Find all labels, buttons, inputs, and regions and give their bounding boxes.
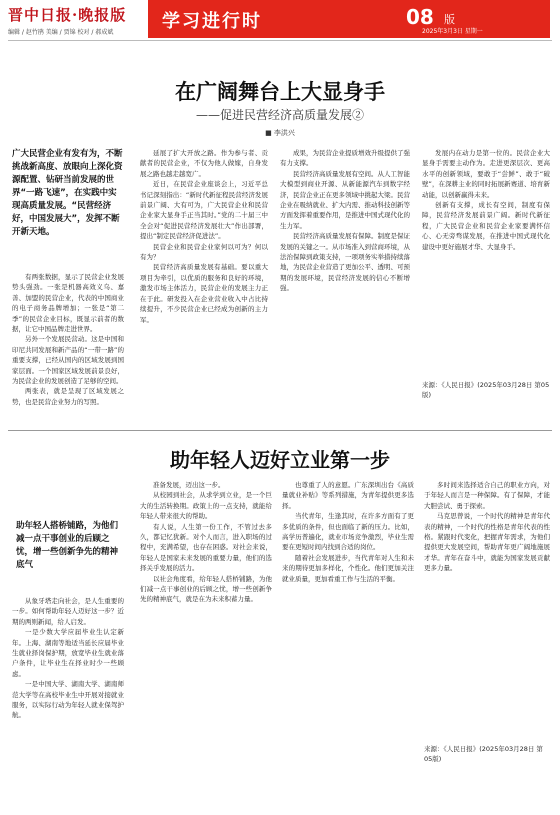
paragraph: 近日，在民营企业座谈会上，习近平总书记深刻指出：“新时代新征程民营经济发展前景广阔、大有可为，广大民营企业和民营企业家大显身手正当其时。”党的二十届三中全会对“促进民营经济发展壮大”作出部署，提出“制定民营经济促进法”。: [140, 180, 268, 241]
paragraph: 也尊重了人的意愿。广东深圳出台《高质量就业补贴》等系列措施，为青年提供更多选择。: [282, 481, 414, 510]
page-label: 版: [444, 13, 455, 26]
paragraph: 一是中国大学、湖南大学、湖南师范大学等在高校毕业生中开展对接就业服务，以实际行动为年轻人就业保驾护航。: [12, 680, 124, 720]
paragraph: 两张表，就是呈现了区域发展之势，也是民营企业努力的写照。: [12, 387, 124, 406]
article2-pull-quote: 助年轻人搭桥铺路，为他们减一点干事创业的后顾之忧，增一些创新争先的精神底气: [16, 521, 119, 570]
paragraph: 有两张数据，显示了民营企业发展势头强劲。一张是机器高效义乌、嘉善、加盟的民营企业，代表的中国商业的电子商务品牌增加；一张是“第二季”的民营企业目标，既显示前者的数据，让它中国品牌走进世界。: [12, 273, 124, 334]
issue-date: 2025年3月3日 星期一: [422, 28, 483, 35]
article1-subtitle: ——促进民营经济高质量发展②: [195, 108, 364, 122]
article1-column-4: [422, 148, 550, 376]
article2-column-4: [424, 480, 550, 738]
paragraph: 多时间来选择适合自己的职业方向，对于年轻人而言是一种保障。有了保障，才能大胆尝试、勇于探索。: [424, 481, 550, 510]
article1-author: 李洪兴: [273, 129, 295, 137]
paragraph: 一是少数大学应届毕业生认定新年。上海、湖南等地适当延长应届毕业生就业择岗保护期，放宽毕业生就业落户条件，让毕业生在择业时少一些顾虑。: [12, 628, 124, 678]
paragraph: 当代青年，生逢其时，在许多方面有了更多优质的条件，但也面临了新的压力。比如，高学历普遍化，就业市场竞争激烈，毕业生需要在更短时间内找到合适的岗位。: [282, 512, 414, 552]
article2-column-3: [282, 480, 414, 810]
article1-source: 来源：《人民日报》(2025年03月28日 第05版): [422, 381, 550, 400]
article-divider: [8, 430, 552, 431]
article2-source: 来源：《人民日报》(2025年03月28日 第05版): [424, 745, 543, 764]
article2-column-1: [12, 596, 124, 810]
newspaper-logo: 晋中日报·晚报版: [8, 6, 127, 24]
section-banner: [148, 0, 550, 38]
paragraph: 民营经济高质量发展有空间。从人工智能大模型到商业开源、从新能源汽车到数字经济，民营企业正在更多领域中挑起大梁。民营企业在吸纳就业、扩大内需、推动科技创新等方面发挥着重要作用，是推进中国式现代化的生力军。: [280, 169, 410, 230]
paragraph: 延展了扩大开放之路。作为参与者、贡献者的民营企业，不仅为他人做嫁，自身发展之路也越走越宽广。: [140, 149, 268, 178]
section-title: 学习进行时: [162, 11, 262, 32]
paragraph: 民营经济高质量发展有保障。制度是保证发展的关键之一。从市场准入到营商环境，从法治保障到政策支持，一项项务实举措持续落地，为民营企业营造了更加公平、透明、可预期的发展环境，民营经济发展的信心不断增强。: [280, 232, 410, 293]
article2-column-2: [140, 480, 272, 810]
paragraph: 成果，为民营企业提质增效升级提供了强有力支撑。: [280, 149, 410, 168]
article1-column-2: [140, 148, 268, 420]
paragraph: 民营经济高质量发展有基础。要以重大项目为牵引，以优质的服务和良好的环境，激发市场主体活力，民营企业的发展主力正在于此。研发投入在企业营业收入中占比持续提升，不少民营企业已经成为创新的主力军。: [140, 263, 268, 324]
article1-column-1: [12, 272, 124, 420]
article1-column-3: [280, 148, 410, 420]
paragraph: 民营企业和民营企业家何以可为？何以有为？: [140, 242, 268, 262]
editor-credits: 编辑 / 赵竹鹃 美编 / 贾锦 校对 / 郝成斌: [8, 29, 114, 36]
article1-pull-quote: 广大民营企业有发有为，不断挑战新高度、放眼向上深化资源配置、钻研当前发展的世界“一路飞速”，在实践中实现高质量发展。“民营经济好，中国发展大”，发挥不断开新天地。: [12, 149, 123, 237]
article1-title: 在广阔舞台上大显身手: [175, 79, 385, 104]
author-icon: ■: [265, 129, 274, 137]
paragraph: 随着社会发展进步，当代青年对人生和未来的期待更加多样化，个性化。他们更加关注就业质量，更加看重工作与生活的平衡。: [282, 553, 414, 583]
paragraph: 从象牙塔走向社会，是人生重要的一步。如何帮助年轻人迈好这一步？近期的两则新闻，给人启发。: [12, 597, 124, 626]
article2-title: 助年轻人迈好立业第一步: [170, 448, 390, 472]
paragraph: 以社会角度看，给年轻人搭桥铺路，为他们减一点干事创业的后顾之忧，增一些创新争先的精神底气，就是在为未来积蓄力量。: [140, 574, 272, 604]
paragraph: 发展内在动力是第一位的。民营企业大显身手需要主动作为。走进更深层次、更高水平的创新领域，要敢于“尝鲜”、敢于“破壁”，在深耕主业的同时拓展新赛道、培育新动能，以创新赢得未来。: [422, 149, 550, 199]
page-number: 08: [406, 5, 434, 29]
paragraph: 创新有支撑，成长有空间，制度有保障，民营经济发展前景广阔。新时代新征程，广大民营企业和民营企业家要满怀信心、心无旁骛谋发展，在推进中国式现代化建设中更好施展才华、大显身手。: [422, 201, 550, 251]
paragraph: 从校园到社会，从求学到立业，是一个巨大的生活转换期。政策上的一点支持，就能给年轻人带来很大的帮助。: [140, 491, 272, 521]
paragraph: 准备发展，迈出这一步。: [153, 481, 225, 489]
article1-byline: [8, 128, 552, 138]
paragraph: 另外一个发展民营动。这是中国和印尼共同发展和新产品的“一带一路”的重要支撑，已经从国内的区域发展到国家层面。一个国家区域发展前景良好，为民营企业的发展创造了足够的空间。: [12, 335, 124, 386]
header-rule: [8, 40, 552, 41]
paragraph: 马克思曾说，一个时代的精神是青年代表的精神，一个时代的性格是青年代表的性格。紧跟时代变化，把握青年需求，为他们提供更大发展空间，帮助青年更广阔地施展才华。青年在奋斗中，就能为国家发展贡献更多力量。: [424, 512, 550, 573]
paragraph: 有人说，人生第一份工作，不管过去多久，都记忆犹新。对个人而言，进入职场的过程中，充满希望，也存在困惑。对社会来说，年轻人是国家未来发展的重要力量，他们的选择关乎发展的活力。: [140, 522, 272, 573]
